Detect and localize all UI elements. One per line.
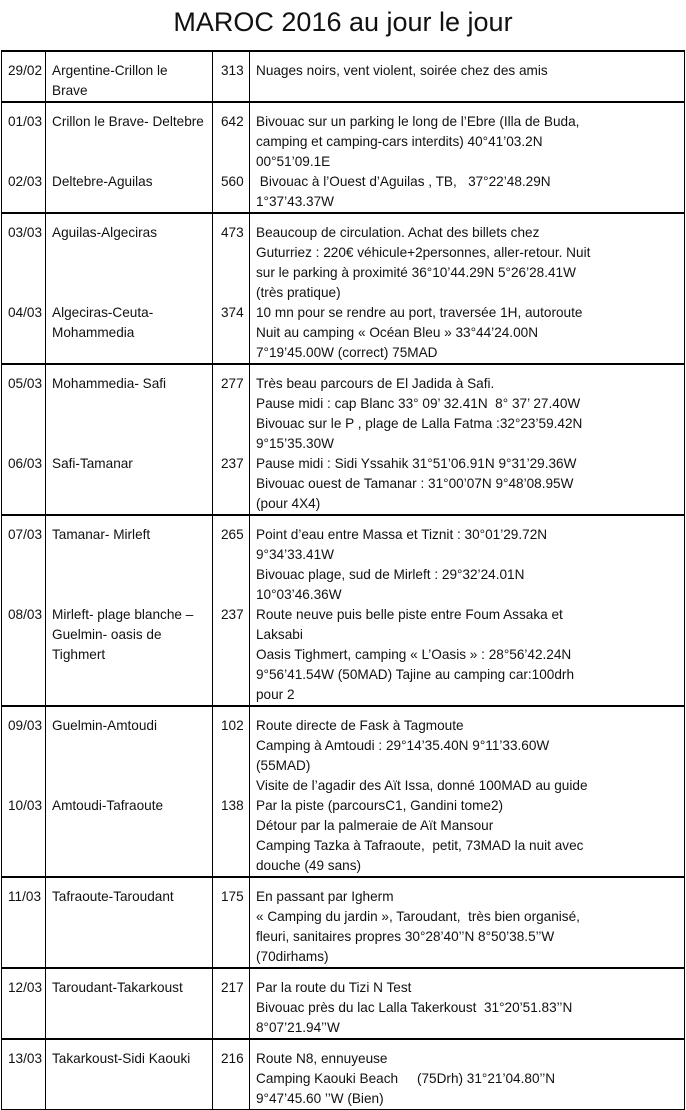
table-row — [2, 515, 685, 706]
notes-text: Beaucoup de circulation. Achat des billets chez Guturriez : 220€ véhicule+2personnes, aller-retour. Nuit sur le parking à proximité 36°10’44.29N 5°26’28.41W (très pratique) — [256, 225, 591, 300]
route-text: Algeciras-Ceuta- Mohammedia — [52, 305, 154, 340]
notes-text: Point d’eau entre Massa et Tiznit : 30°01’29.72N 9°34’33.41W Bivouac plage, sud de Mirleft : 29°32’24.01N 10°03’46.36W — [256, 527, 548, 602]
route-text: Safi-Tamanar — [52, 456, 133, 471]
table-row — [2, 102, 685, 213]
notes-text: Bivouac sur un parking le long de l’Ebre (Illa de Buda, camping et camping-cars interdits) 40°41’03.2N 00°51’09.1E — [256, 114, 580, 169]
date-text: 05/03 — [8, 376, 43, 391]
notes-cell — [250, 51, 685, 102]
notes-text: Pause midi : Sidi Yssahik 31°51’06.91N 9°31’29.36W Bivouac ouest de Tamanar : 31°00’07N 9°48’08.95W (pour 4X4) — [256, 456, 577, 511]
date-cell — [2, 1039, 46, 1110]
route-text: Mirleft- plage blanche – Guelmin- oasis de Tighmert — [52, 607, 194, 662]
notes-cell — [250, 364, 685, 515]
date-cell — [2, 706, 46, 877]
notes-cell — [250, 515, 685, 706]
table-row — [2, 968, 685, 1039]
km-cell — [213, 1039, 250, 1110]
date-text: 04/03 — [8, 305, 43, 320]
km-text: 277 — [221, 376, 244, 391]
table-row — [2, 213, 685, 364]
date-cell — [2, 51, 46, 102]
date-cell — [2, 877, 46, 968]
route-text: Deltebre-Aguilas — [52, 174, 153, 189]
route-text: Crillon le Brave- Deltebre — [52, 114, 204, 129]
travel-log-table — [1, 50, 685, 1110]
km-text: 175 — [221, 889, 244, 904]
date-text: 29/02 — [8, 63, 43, 78]
route-cell — [46, 515, 213, 706]
route-text: Tamanar- Mirleft — [52, 527, 151, 542]
date-text: 01/03 — [8, 114, 43, 129]
km-cell — [213, 877, 250, 968]
route-text: Amtoudi-Tafraoute — [52, 798, 164, 813]
date-text: 06/03 — [8, 456, 43, 471]
date-text: 11/03 — [8, 889, 42, 904]
date-text: 07/03 — [8, 527, 43, 542]
notes-text: Route N8, ennuyeuse Camping Kaouki Beach (75Drh) 31°21’04.80’’N 9°47’45.60 ’’W (Bien) — [256, 1051, 556, 1106]
date-cell — [2, 213, 46, 364]
date-cell — [2, 102, 46, 213]
route-cell — [46, 51, 213, 102]
notes-cell — [250, 968, 685, 1039]
notes-cell — [250, 1039, 685, 1110]
km-cell — [213, 51, 250, 102]
notes-text: 10 mn pour se rendre au port, traversée 1H, autoroute Nuit au camping « Océan Bleu » 33°44’24.00N 7°19’45.00W (correct) 75MAD — [256, 305, 583, 360]
notes-text: Très beau parcours de El Jadida à Safi. Pause midi : cap Blanc 33° 09’ 32.41N 8° 37’ 27.40W Bivouac sur le P , plage de Lalla Fatma :32°23’59.42N 9°15’35.30W — [256, 376, 583, 451]
table-row — [2, 1039, 685, 1110]
km-text: 138 — [221, 798, 244, 813]
date-cell — [2, 968, 46, 1039]
date-text: 13/03 — [8, 1051, 43, 1066]
km-text: 374 — [221, 305, 244, 320]
km-text: 560 — [221, 174, 244, 189]
table-row — [2, 364, 685, 515]
route-text: Takarkoust-Sidi Kaouki — [52, 1051, 191, 1066]
notes-text: Bivouac à l’Ouest d’Aguilas , TB, 37°22’48.29N 1°37’43.37W — [256, 174, 551, 209]
notes-cell — [250, 706, 685, 877]
notes-text: En passant par Igherm « Camping du jardin », Taroudant, très bien organisé, fleuri, sanitaires propres 30°28’40’’N 8°50’38.5’’W (70dirhams) — [256, 889, 580, 964]
km-text: 265 — [221, 527, 244, 542]
date-cell — [2, 515, 46, 706]
route-cell — [46, 706, 213, 877]
notes-text: Par la piste (parcoursC1, Gandini tome2) Détour par la palmeraie de Aït Mansour Camping Tazka à Tafraoute, petit, 73MAD la nuit avec douche (49 sans) — [256, 798, 584, 873]
km-cell — [213, 213, 250, 364]
notes-text: Route directe de Fask à Tagmoute Camping à Amtoudi : 29°14’35.40N 9°11’33.60W (55MAD) Visite de l’agadir des Aït Issa, donné 100MAD au guide — [256, 718, 588, 793]
page-title: MAROC 2016 au jour le jour — [173, 7, 513, 37]
route-cell — [46, 364, 213, 515]
km-text: 237 — [221, 607, 244, 622]
km-cell — [213, 706, 250, 877]
route-text: Tafraoute-Taroudant — [52, 889, 174, 904]
km-text: 313 — [221, 63, 244, 78]
date-text: 03/03 — [8, 225, 43, 240]
table-row — [2, 706, 685, 877]
notes-cell — [250, 877, 685, 968]
date-text: 10/03 — [8, 798, 43, 813]
km-cell — [213, 102, 250, 213]
route-text: Aguilas-Algeciras — [52, 225, 158, 240]
notes-cell — [250, 213, 685, 364]
route-cell — [46, 213, 213, 364]
route-cell — [46, 102, 213, 213]
notes-cell — [250, 102, 685, 213]
route-text: Guelmin-Amtoudi — [52, 718, 158, 733]
km-text: 473 — [221, 225, 244, 240]
date-text: 12/03 — [8, 980, 43, 995]
date-text: 09/03 — [8, 718, 43, 733]
route-text: Taroudant-Takarkoust — [52, 980, 183, 995]
km-text: 237 — [221, 456, 244, 471]
route-text: Mohammedia- Safi — [52, 376, 167, 391]
km-text: 217 — [221, 980, 244, 995]
km-text: 216 — [221, 1051, 244, 1066]
table-row — [2, 877, 685, 968]
km-text: 102 — [221, 718, 244, 733]
table-row — [2, 51, 685, 102]
route-cell — [46, 1039, 213, 1110]
notes-text: Par la route du Tizi N Test Bivouac près du lac Lalla Takerkoust 31°20’51.83’’N 8°07’21.94’’W — [256, 980, 573, 1035]
notes-text: Route neuve puis belle piste entre Foum Assaka et Laksabi Oasis Tighmert, camping « L’Oasis » : 28°56’42.24N 9°56’41.54W (50MAD) Tajine au camping car:100drh pour 2 — [256, 607, 575, 702]
date-text: 02/03 — [8, 174, 43, 189]
notes-text: Nuages noirs, vent violent, soirée chez des amis — [256, 63, 548, 78]
km-cell — [213, 364, 250, 515]
date-text: 08/03 — [8, 607, 43, 622]
km-cell — [213, 968, 250, 1039]
route-cell — [46, 968, 213, 1039]
date-cell — [2, 364, 46, 515]
km-cell — [213, 515, 250, 706]
route-text: Argentine-Crillon le Brave — [52, 63, 168, 98]
route-cell — [46, 877, 213, 968]
km-text: 642 — [221, 114, 244, 129]
